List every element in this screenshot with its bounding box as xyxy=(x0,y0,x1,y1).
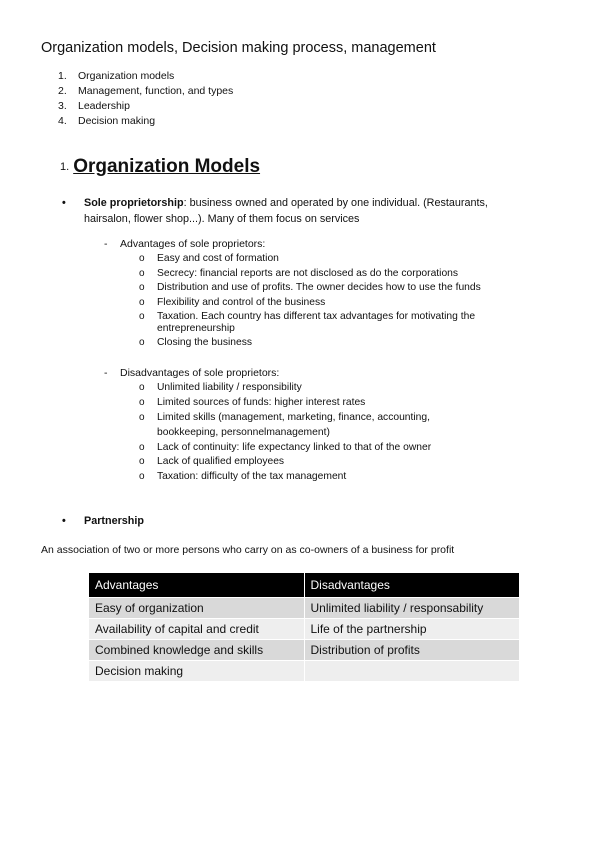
circle-bullet-icon: o xyxy=(139,282,145,294)
partnership-table xyxy=(89,573,520,681)
bullet-icon: • xyxy=(62,515,66,527)
circle-bullet-icon: o xyxy=(139,412,145,424)
table-row xyxy=(89,619,519,640)
term: Partnership xyxy=(84,515,144,527)
circle-bullet-icon: o xyxy=(139,336,145,348)
table-cell: Easy of organization xyxy=(89,598,304,619)
table-of-contents xyxy=(58,69,233,129)
table-row xyxy=(89,640,519,661)
section-number: 1. xyxy=(60,161,70,173)
circle-bullet-icon: o xyxy=(139,382,145,393)
list-item: o Closing the business xyxy=(139,336,253,348)
list-item: o Easy and cost of formation xyxy=(139,253,279,264)
table-header-row xyxy=(89,573,519,598)
list-item: o Unlimited liability / responsibility xyxy=(139,382,302,393)
partnership-description: An association of two or more persons who carry on as co-owners of a business for profit xyxy=(41,544,455,556)
bullet-icon: • xyxy=(62,197,66,209)
table-row xyxy=(89,598,519,619)
circle-bullet-icon: o xyxy=(139,267,145,279)
dash-icon: - xyxy=(104,238,108,250)
list-item: o Taxation: difficulty of the tax management xyxy=(139,470,347,482)
list-item: o Limited skills (management, marketing, finance, accounting, bookkeeping, personnelmanagement) xyxy=(139,412,430,439)
document-title: Organization models, Decision making process, management xyxy=(41,40,436,56)
list-item: o Taxation. Each country has different tax advantages for motivating the entrepreneurship xyxy=(139,311,476,334)
toc-item: 2. Management, function, and types xyxy=(58,85,234,97)
toc-item: 1. Organization models xyxy=(58,70,175,82)
toc-item: 4. Decision making xyxy=(58,115,156,127)
toc-item: 3. Leadership xyxy=(58,100,130,112)
list-item: o Distribution and use of profits. The owner decides how to use the funds xyxy=(139,282,481,294)
sole-proprietorship-text: Sole proprietorship: business owned and operated by one individual. (Restaurants, hairsalon, flower shop...). Many of them focus on services xyxy=(84,197,488,225)
column-header: Advantages xyxy=(89,573,304,598)
document-page: Organization models, Decision making process, management 1. Organization models 2. Management, function, and types 3. Leadership 4. Decision making 1. Organization Models • Sole proprietorship: business owned and operated by one individual. (Restaurants, hairsalon, flower shop...). Many of them focus on services - Advantages of sole proprietors: o Easy and cost of formation o Secrecy: financial reports are not disclosed as do the corporations o Distribution and use of profits. The owner decides how to use the funds o Flexibility and control of the business o Taxation. Each country has different tax advantages for motivating the entrepreneurship o Closing the business - Disadvantages of sole proprietors: o Unlimited liability / responsibility o Limited sources of funds: higher interest rates o Limited skills (management, marketing, finance, accounting, bookkeeping, personnelmanagement) o Lack of continuity: life expectancy linked to that of the owner o Lack of qualified employees o Taxation: difficulty of the tax management • Partnership An association of two or more persons who carry on as co-owners of a business for profit Advantages Disadvantages Easy of organization Unlimited liability / responsability Availability of capital and credit Life of the partnership Combined knowledge and skills Distribution of profits Decision making xyxy=(0,0,600,848)
table-cell: Unlimited liability / responsability xyxy=(304,598,519,619)
table-cell: Combined knowledge and skills xyxy=(89,640,304,661)
list-item: o Lack of qualified employees xyxy=(139,456,285,468)
circle-bullet-icon: o xyxy=(139,311,145,323)
circle-bullet-icon: o xyxy=(139,441,145,453)
circle-bullet-icon: o xyxy=(139,253,145,264)
circle-bullet-icon: o xyxy=(139,296,145,308)
section-heading xyxy=(60,156,260,178)
table-cell: Decision making xyxy=(89,661,304,682)
dash-icon: - xyxy=(104,367,108,379)
table-cell xyxy=(304,661,519,682)
list-item: o Lack of continuity: life expectancy linked to that of the owner xyxy=(139,441,432,453)
table-cell: Distribution of profits xyxy=(304,640,519,661)
circle-bullet-icon: o xyxy=(139,396,145,408)
list-item: o Flexibility and control of the business xyxy=(139,296,326,308)
circle-bullet-icon: o xyxy=(139,456,145,468)
table-cell: Availability of capital and credit xyxy=(89,619,304,640)
table-row xyxy=(89,661,519,682)
circle-bullet-icon: o xyxy=(139,470,145,482)
list-item: o Limited sources of funds: higher interest rates xyxy=(139,396,366,408)
list-item: o Secrecy: financial reports are not disclosed as do the corporations xyxy=(139,267,459,279)
column-header: Disadvantages xyxy=(304,573,519,598)
section-title: Organization Models xyxy=(73,156,261,177)
term: Sole proprietorship xyxy=(84,197,184,209)
table-cell: Life of the partnership xyxy=(304,619,519,640)
advantages-list xyxy=(139,252,527,351)
disadvantages-list xyxy=(139,381,527,485)
